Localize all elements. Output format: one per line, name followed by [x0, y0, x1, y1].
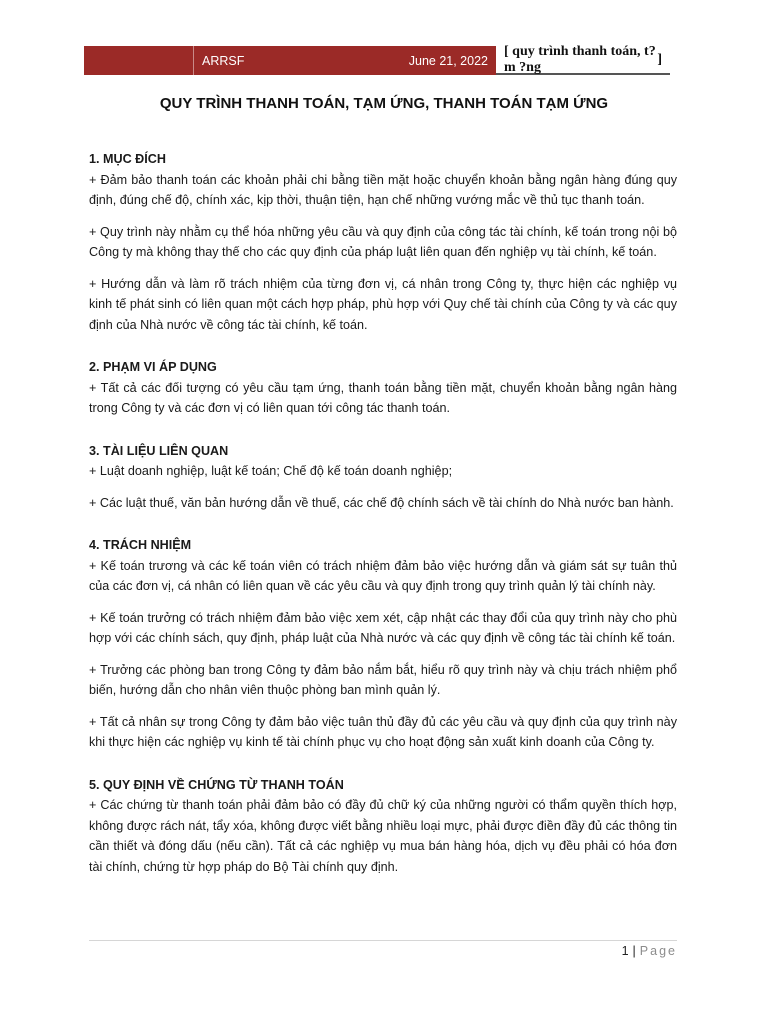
header-organization: ARRSF — [193, 46, 317, 75]
paragraph: + Quy trình này nhằm cụ thể hóa những yêu cầu và quy định của công tác tài chính, kế toán trong nội bộ Công ty mà không thay thế cho các quy định của pháp luật liên quan đến nghiệp vụ tài chính, kế toán. — [89, 224, 677, 259]
paragraph: + Kế toán trưởng có trách nhiệm đảm bảo việc xem xét, cập nhật các thay đổi của quy trình này cho phù hợp với các chính sách, quy định, pháp luật của Nhà nước và các quy định về công tác tài chính kế toán. — [89, 610, 677, 645]
section-heading: 5. QUY ĐỊNH VỀ CHỨNG TỪ THANH TOÁN — [89, 777, 344, 792]
header-title-text: [ quy trình thanh toán, t?m ?ng — [504, 43, 656, 75]
page-label: Page — [639, 944, 677, 958]
page-number: 1 — [621, 944, 629, 958]
section-payment-documents — [89, 775, 677, 878]
paragraph: + Các chứng từ thanh toán phải đảm bảo có đầy đủ chữ ký của những người có thẩm quyền thích hợp, không được rách nát, tẩy xóa, không được viết bằng nhiều loại mực, phải được điền đầy đủ các thông tin cần thiết và đóng dấu (nếu cần). Tất cả các nghiệp vụ mua bán hàng hóa, dịch vụ đều phải có hóa đơn tài chính, chứng từ hợp pháp do Bộ Tài chính quy định. — [89, 798, 677, 874]
header-document-title — [496, 43, 670, 75]
section-heading: 3. TÀI LIỆU LIÊN QUAN — [89, 443, 229, 458]
section-related-documents — [89, 441, 677, 514]
paragraph: + Trưởng các phòng ban trong Công ty đảm bảo nắm bắt, hiểu rõ quy trình này và chịu trách nhiệm phổ biến, hướng dẫn cho nhân viên thuộc phòng ban mình quản lý. — [89, 662, 677, 697]
paragraph: + Đảm bảo thanh toán các khoản phải chi bằng tiền mặt hoặc chuyển khoản bằng ngân hàng đúng quy định, đúng chế độ, chính xác, kịp thời, thuận tiện, hạn chế những vướng mắc về thủ tục thanh toán. — [89, 172, 677, 207]
section-heading: 4. TRÁCH NHIỆM — [89, 538, 192, 552]
document-title: QUY TRÌNH THANH TOÁN, TẠM ỨNG, THANH TOÁN TẠM ỨNG — [159, 95, 609, 112]
section-responsibilities — [89, 535, 677, 753]
paragraph: + Hướng dẫn và làm rõ trách nhiệm của từng đơn vị, cá nhân trong Công ty, thực hiện các nghiệp vụ kinh tế phát sinh có liên quan một cách hợp pháp, phù hợp với Quy chế tài chính của Công ty và các quy định của Nhà nước về công tác tài chính, kế toán. — [89, 276, 677, 332]
header-title-bracket: ] — [657, 51, 662, 67]
footer-separator: | — [632, 944, 636, 958]
section-heading: 1. MỤC ĐÍCH — [89, 152, 166, 166]
header-color-block — [84, 46, 193, 75]
section-purpose — [89, 149, 677, 335]
paragraph: + Các luật thuế, văn bản hướng dẫn về thuế, các chế độ chính sách về tài chính do Nhà nước ban hành. — [89, 495, 674, 510]
header-date: June 21, 2022 — [317, 46, 496, 75]
page-header — [84, 43, 670, 75]
page-footer — [622, 944, 677, 958]
section-scope — [89, 357, 677, 419]
paragraph: + Tất cả nhân sự trong Công ty đảm bảo việc tuân thủ đầy đủ các yêu cầu và quy định của quy trình này khi thực hiện các nghiệp vụ kinh tế tài chính phục vụ cho hoạt động sản xuất kinh doanh của Công ty. — [89, 714, 677, 749]
paragraph: + Luật doanh nghiệp, luật kế toán; Chế độ kế toán doanh nghiệp; — [89, 464, 453, 478]
paragraph: + Tất cả các đối tượng có yêu cầu tạm ứng, thanh toán bằng tiền mặt, chuyển khoản bằng ngân hàng trong Công ty và các đơn vị có liên quan tới công tác thanh toán. — [89, 380, 677, 415]
section-heading: 2. PHẠM VI ÁP DỤNG — [89, 360, 217, 374]
paragraph: + Kế toán trương và các kế toán viên có trách nhiệm đảm bảo việc hướng dẫn và giám sát sự tuân thủ của các đơn vị, cá nhân có liên quan về các yêu cầu và quy định trong quy trình quản lý tài chính này. — [89, 558, 677, 593]
document-body — [89, 149, 677, 877]
footer-divider — [89, 940, 677, 941]
